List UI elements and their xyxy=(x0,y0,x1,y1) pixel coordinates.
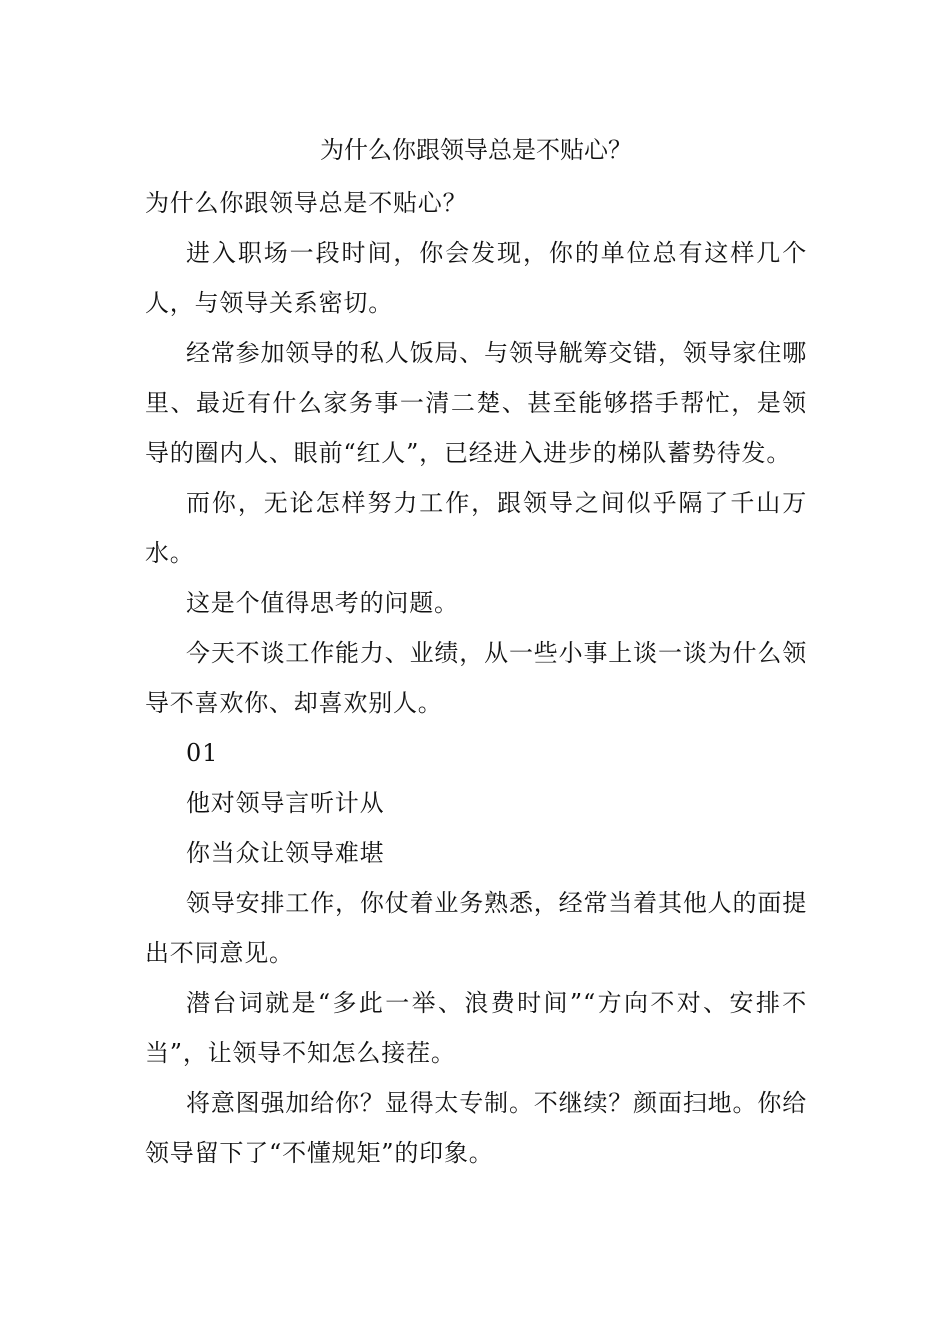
paragraph: 进入职场一段时间，你会发现，你的单位总有这样几个人，与领导关系密切。 xyxy=(145,239,807,317)
document-title: 为什么你跟领导总是不贴心？ xyxy=(320,136,632,164)
paragraph: 领导安排工作，你仗着业务熟悉，经常当着其他人的面提出不同意见。 xyxy=(145,889,807,967)
paragraph: 经常参加领导的私人饭局、与领导觥筹交错，领导家住哪里、最近有什么家务事一清二楚、甚至能够搭手帮忙，是领导的圈内人、眼前“红人”，已经进入进步的梯队蓄势待发。 xyxy=(145,339,807,467)
section-subtitle: 他对领导言听计从 xyxy=(186,789,385,817)
paragraph: 潜台词就是“多此一举、浪费时间”“方向不对、安排不当”，让领导不知怎么接茬。 xyxy=(145,989,807,1067)
document-page xyxy=(145,128,807,1178)
paragraph: 将意图强加给你？显得太专制。不继续？颜面扫地。你给领导留下了“不懂规矩”的印象。 xyxy=(145,1089,807,1167)
paragraph: 这是个值得思考的问题。 xyxy=(186,589,459,617)
paragraph: 今天不谈工作能力、业绩，从一些小事上谈一谈为什么领导不喜欢你、却喜欢别人。 xyxy=(145,639,807,717)
section-number: 01 xyxy=(186,739,219,767)
paragraph: 而你，无论怎样努力工作，跟领导之间似乎隔了千山万水。 xyxy=(145,489,807,567)
paragraph-heading: 为什么你跟领导总是不贴心？ xyxy=(145,189,468,217)
section-subtitle: 你当众让领导难堪 xyxy=(186,839,385,867)
